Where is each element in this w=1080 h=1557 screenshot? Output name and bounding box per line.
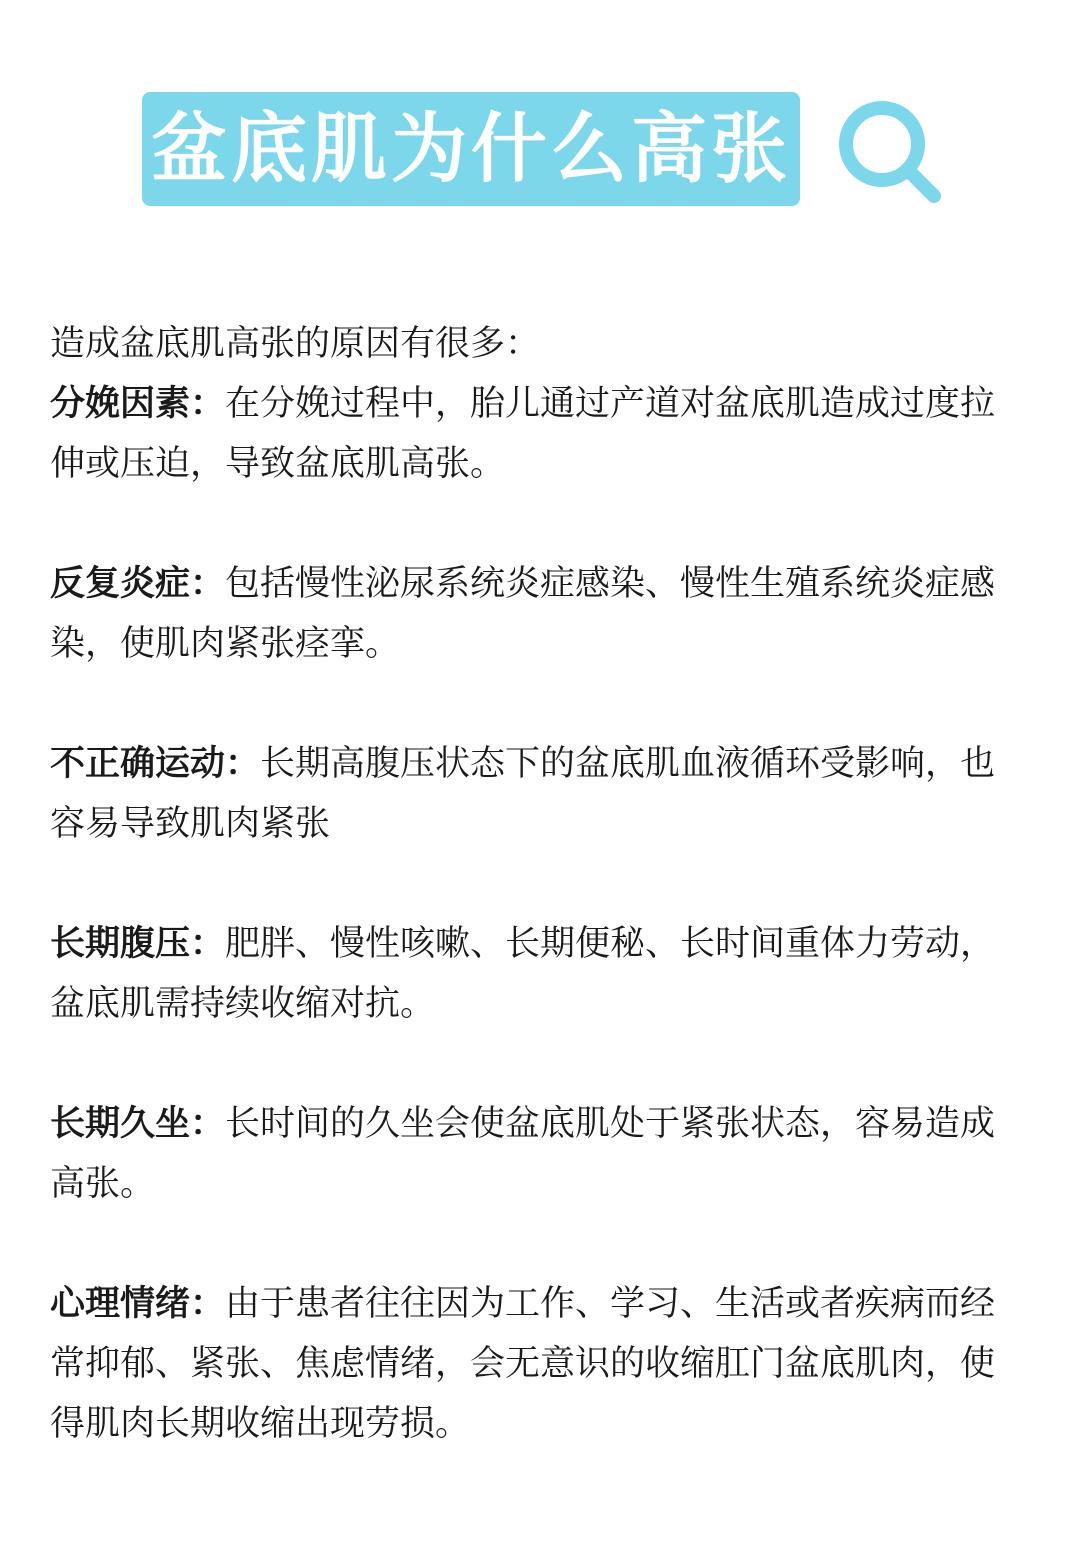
section-inflammation bbox=[50, 554, 1016, 674]
section-heading: 分娩因素： bbox=[50, 384, 226, 424]
section-emotion bbox=[50, 1274, 1016, 1454]
section-text: 肥胖、慢性咳嗽、长期便秘、长时间重体力劳动，盆底肌需持续收缩对抗。 bbox=[50, 924, 996, 1024]
section-delivery bbox=[50, 374, 1016, 494]
section-text: 由于患者往往因为工作、学习、生活或者疾病而经常抑郁、紧张、焦虑情绪，会无意识的收缩肛门盆底肌肉，使得肌肉长期收缩出现劳损。 bbox=[50, 1284, 996, 1444]
title-banner bbox=[142, 92, 800, 206]
intro-text: 造成盆底肌高张的原因有很多： bbox=[50, 324, 541, 364]
section-exercise bbox=[50, 734, 1016, 854]
article-body bbox=[50, 314, 1016, 1454]
section-heading: 长期腹压： bbox=[50, 924, 226, 964]
section-text: 长时间的久坐会使盆底肌处于紧张状态，容易造成高张。 bbox=[50, 1104, 996, 1204]
search-icon bbox=[836, 98, 946, 208]
page-title: 盆底肌为什么高张 bbox=[151, 104, 791, 193]
section-text: 包括慢性泌尿系统炎症感染、慢性生殖系统炎症感染，使肌肉紧张痉挛。 bbox=[50, 564, 996, 664]
section-heading: 心理情绪： bbox=[50, 1284, 226, 1324]
section-text: 在分娩过程中，胎儿通过产道对盆底肌造成过度拉伸或压迫，导致盆底肌高张。 bbox=[50, 384, 996, 484]
section-sitting bbox=[50, 1094, 1016, 1214]
section-heading: 不正确运动： bbox=[50, 744, 261, 784]
section-heading: 反复炎症： bbox=[50, 564, 226, 604]
section-text: 长期高腹压状态下的盆底肌血液循环受影响，也容易导致肌肉紧张 bbox=[50, 744, 996, 844]
section-abdominal-pressure bbox=[50, 914, 1016, 1034]
section-heading: 长期久坐： bbox=[50, 1104, 226, 1144]
